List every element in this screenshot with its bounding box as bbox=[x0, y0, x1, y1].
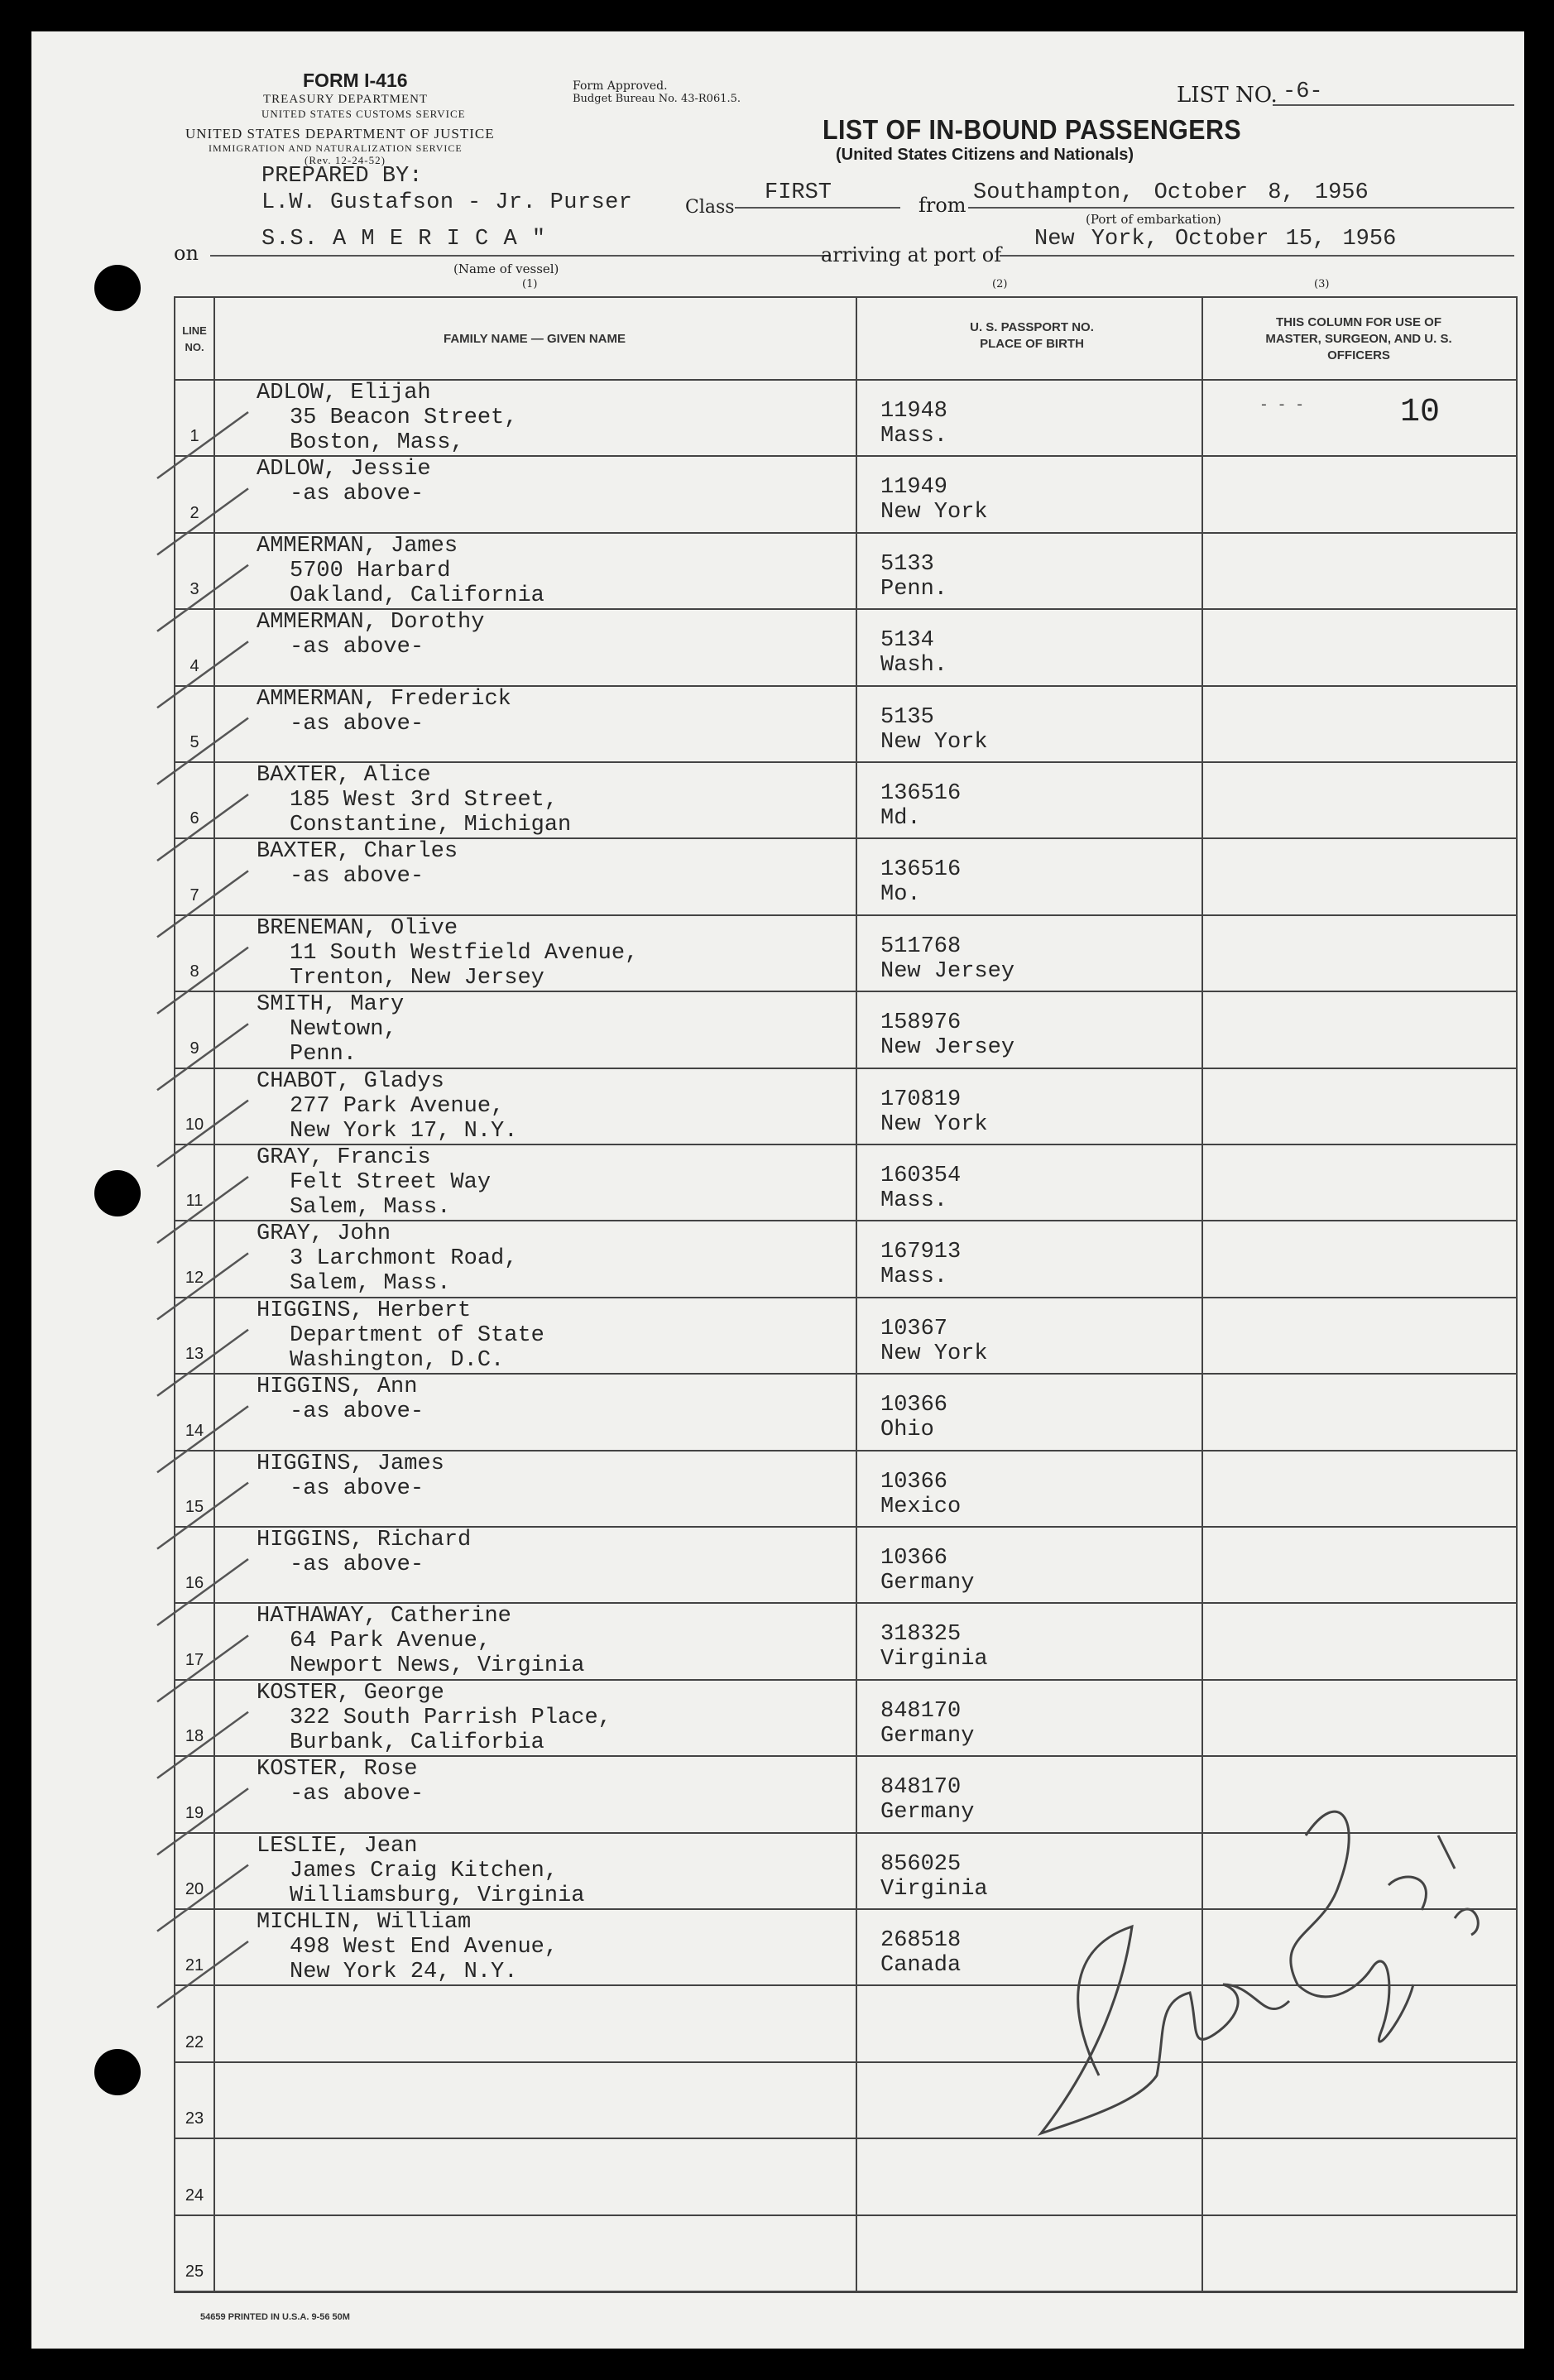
passenger-name: HIGGINS, James bbox=[257, 1451, 444, 1476]
passenger-address-line: -as above- bbox=[290, 635, 424, 660]
check-mark bbox=[157, 1101, 248, 1167]
check-mark bbox=[157, 1865, 248, 1931]
passport-number: 11949 bbox=[880, 475, 948, 501]
passenger-name: AMMERMAN, James bbox=[257, 533, 458, 559]
line-number: 12 bbox=[185, 1268, 204, 1287]
line-number: 17 bbox=[185, 1650, 204, 1669]
passenger-address-line: -as above- bbox=[290, 864, 424, 890]
line-number: 8 bbox=[189, 962, 199, 981]
form-number: FORM I-416 bbox=[303, 70, 408, 91]
passport-number: 856025 bbox=[880, 1851, 962, 1877]
passenger-address-line: New York 24, N.Y. bbox=[290, 1960, 518, 1984]
passenger-name: GRAY, Francis bbox=[257, 1145, 431, 1170]
passport-cell bbox=[880, 781, 1162, 831]
line-number: 22 bbox=[185, 2032, 204, 2051]
check-mark bbox=[157, 1788, 248, 1855]
passport-cell bbox=[880, 1393, 1162, 1442]
check-mark bbox=[157, 1559, 248, 1625]
line-number: 24 bbox=[185, 2186, 204, 2205]
line-number: 20 bbox=[185, 1880, 204, 1898]
line-number: 5 bbox=[189, 733, 199, 751]
passport-number: 848170 bbox=[880, 1775, 962, 1801]
column-number-1: (1) bbox=[522, 278, 538, 290]
place-of-birth: Germany bbox=[880, 1800, 975, 1826]
passport-number: 170819 bbox=[880, 1087, 962, 1112]
check-mark bbox=[157, 488, 248, 554]
passport-number: 10366 bbox=[880, 1393, 948, 1418]
line-number: 7 bbox=[189, 885, 199, 904]
line-number: 16 bbox=[185, 1574, 204, 1593]
line-number: 18 bbox=[185, 1727, 204, 1746]
passenger-address-line: -as above- bbox=[290, 1399, 424, 1425]
passenger-name: KOSTER, Rose bbox=[257, 1757, 418, 1783]
passenger-address-line: Penn. bbox=[290, 1042, 357, 1068]
passport-number: 848170 bbox=[880, 1698, 962, 1724]
passport-number: 158976 bbox=[880, 1010, 962, 1036]
passport-number: 136516 bbox=[880, 857, 962, 883]
place-of-birth: New Jersey bbox=[880, 958, 1015, 984]
passenger-address-line: New York 17, N.Y. bbox=[290, 1118, 518, 1144]
passenger-address-line: Burbank, Califorbia bbox=[290, 1730, 544, 1755]
from-label: from bbox=[918, 194, 966, 217]
passport-number: 10366 bbox=[880, 1469, 948, 1495]
passenger-address-line: Felt Street Way bbox=[290, 1170, 492, 1195]
check-mark bbox=[157, 871, 248, 937]
on-label: on bbox=[174, 242, 199, 265]
arriving-label: arriving at port of bbox=[821, 243, 1002, 266]
header-officers: THIS COLUMN FOR USE OF MASTER, SURGEON, AND U. S. OFFICERS bbox=[1265, 315, 1452, 362]
place-of-birth: New York bbox=[880, 500, 988, 525]
line-number: 2 bbox=[189, 503, 199, 522]
place-of-birth: Mass. bbox=[880, 1188, 948, 1213]
passenger-address-line: -as above- bbox=[290, 1476, 424, 1501]
prepared-by-value: L.W. Gustafson - Jr. Purser bbox=[261, 190, 633, 215]
passenger-address-line: Trenton, New Jersey bbox=[290, 965, 544, 991]
passenger-address-line: Salem, Mass. bbox=[290, 1271, 451, 1297]
check-mark bbox=[157, 718, 248, 785]
check-mark bbox=[157, 412, 248, 478]
inspector-signature bbox=[1024, 1786, 1488, 2166]
place-of-birth: Wash. bbox=[880, 653, 948, 679]
passport-cell bbox=[880, 1164, 1162, 1213]
passenger-name: SMITH, Mary bbox=[257, 992, 405, 1018]
passport-cell bbox=[880, 1087, 1162, 1137]
passenger-name: BAXTER, Charles bbox=[257, 839, 458, 865]
place-of-birth: Penn. bbox=[880, 576, 948, 602]
passenger-address-line: 35 Beacon Street, bbox=[290, 405, 518, 430]
department-treasury: TREASURY DEPARTMENT bbox=[263, 93, 429, 106]
passenger-name: HIGGINS, Herbert bbox=[257, 1298, 472, 1323]
passenger-address-line: -as above- bbox=[290, 711, 424, 737]
print-note: 54659 PRINTED IN U.S.A. 9-56 50M bbox=[200, 2312, 350, 2322]
check-mark bbox=[157, 948, 248, 1014]
passport-cell bbox=[880, 1010, 1162, 1060]
passport-cell bbox=[880, 1699, 1162, 1749]
passport-cell bbox=[880, 857, 1162, 907]
passenger-address-line: -as above- bbox=[290, 482, 424, 507]
row-separator bbox=[175, 2291, 1516, 2292]
passenger-address-line: 64 Park Avenue, bbox=[290, 1629, 492, 1654]
vessel-value: S.S. A M E R I C A " bbox=[261, 227, 547, 252]
passenger-name: HIGGINS, Richard bbox=[257, 1528, 472, 1552]
passport-cell bbox=[880, 1240, 1162, 1289]
passenger-address-line: Boston, Mass, bbox=[290, 430, 464, 455]
place-of-birth: Mo. bbox=[880, 882, 921, 908]
place-of-birth: New Jersey bbox=[880, 1035, 1015, 1061]
passport-number: 10367 bbox=[880, 1316, 948, 1341]
officer-dash-mark: - - - bbox=[1259, 397, 1305, 414]
passenger-name: HIGGINS, Ann bbox=[257, 1375, 418, 1400]
passport-cell bbox=[880, 1470, 1162, 1519]
passenger-name: GRAY, John bbox=[257, 1221, 391, 1247]
passport-cell bbox=[880, 399, 1162, 449]
check-mark bbox=[157, 1941, 248, 2008]
passport-number: 5134 bbox=[880, 628, 934, 654]
passport-number: 160354 bbox=[880, 1164, 962, 1188]
header-name: FAMILY NAME — GIVEN NAME bbox=[443, 332, 626, 346]
line-number: 15 bbox=[185, 1498, 204, 1516]
officer-note: 10 bbox=[1400, 394, 1441, 431]
passenger-name: ADLOW, Elijah bbox=[257, 381, 431, 405]
passenger-address-line: Washington, D.C. bbox=[290, 1347, 505, 1373]
passenger-address-line: 322 South Parrish Place, bbox=[290, 1705, 612, 1730]
check-mark bbox=[157, 565, 248, 631]
line-number: 1 bbox=[189, 427, 199, 446]
check-marks bbox=[149, 396, 414, 2100]
passenger-address-line: Newport News, Virginia bbox=[290, 1653, 585, 1679]
line-number: 21 bbox=[185, 1956, 204, 1975]
line-number: 6 bbox=[189, 809, 199, 828]
place-of-birth: Germany bbox=[880, 1723, 975, 1749]
passenger-address-line: Williamsburg, Virginia bbox=[290, 1883, 585, 1908]
passenger-address-line: 3 Larchmont Road, bbox=[290, 1246, 518, 1272]
passport-number: 268518 bbox=[880, 1928, 962, 1953]
page-subtitle: (United States Citizens and Nationals) bbox=[836, 146, 1134, 164]
department-immigration: IMMIGRATION AND NATURALIZATION SERVICE bbox=[209, 142, 463, 154]
place-of-birth: Mass. bbox=[880, 424, 948, 449]
passport-cell bbox=[880, 475, 1162, 525]
passenger-address-line: Salem, Mass. bbox=[290, 1195, 451, 1220]
passport-number: 136516 bbox=[880, 781, 962, 806]
port-embarkation-caption: (Port of embarkation) bbox=[1086, 212, 1221, 227]
passenger-address-line: Newtown, bbox=[290, 1017, 397, 1043]
line-number: 3 bbox=[189, 580, 199, 599]
line-number: 9 bbox=[189, 1039, 199, 1058]
place-of-birth: Canada bbox=[880, 1953, 962, 1978]
check-mark bbox=[157, 1712, 248, 1778]
passenger-address-line: 185 West 3rd Street, bbox=[290, 788, 559, 813]
check-mark bbox=[157, 1253, 248, 1319]
place-of-birth: Ohio bbox=[880, 1418, 934, 1443]
punch-hole bbox=[94, 265, 141, 311]
place-of-birth: Virginia bbox=[880, 1876, 988, 1902]
passport-number: 511768 bbox=[880, 933, 962, 959]
passenger-name: KOSTER, George bbox=[257, 1680, 444, 1706]
passport-number: 167913 bbox=[880, 1240, 962, 1265]
passenger-list-document bbox=[31, 31, 1524, 2349]
vessel-caption: (Name of vessel) bbox=[453, 262, 559, 276]
passenger-name: AMMERMAN, Dorothy bbox=[257, 610, 485, 636]
passenger-name: HATHAWAY, Catherine bbox=[257, 1604, 511, 1629]
place-of-birth: Mexico bbox=[880, 1494, 962, 1519]
passport-number: 318325 bbox=[880, 1622, 962, 1648]
punch-hole bbox=[94, 2049, 141, 2095]
header-passport: U. S. PASSPORT NO. PLACE OF BIRTH bbox=[970, 320, 1094, 351]
passport-cell bbox=[880, 628, 1162, 678]
passenger-address-line: 5700 Harbard bbox=[290, 558, 451, 583]
header-line-no: LINE NO. bbox=[182, 324, 207, 353]
budget-bureau-number: Budget Bureau No. 43-R061.5. bbox=[573, 93, 741, 105]
passport-cell bbox=[880, 1317, 1162, 1366]
class-value: FIRST bbox=[765, 180, 832, 205]
department-customs: UNITED STATES CUSTOMS SERVICE bbox=[261, 108, 466, 120]
place-of-birth: Germany bbox=[880, 1571, 975, 1595]
place-of-birth: Mass. bbox=[880, 1264, 948, 1290]
passenger-address-line: 498 West End Avenue, bbox=[290, 1935, 559, 1960]
passport-number: 5135 bbox=[880, 704, 934, 730]
check-mark bbox=[157, 1330, 248, 1396]
column-number-3: (3) bbox=[1314, 278, 1330, 290]
passenger-address-line: James Craig Kitchen, bbox=[290, 1858, 559, 1883]
passenger-name: LESLIE, Jean bbox=[257, 1833, 418, 1859]
passenger-address-line: 11 South Westfield Avenue, bbox=[290, 940, 639, 966]
passenger-name: BAXTER, Alice bbox=[257, 763, 431, 788]
passenger-address-line: -as above- bbox=[290, 1782, 424, 1807]
passenger-name: BRENEMAN, Olive bbox=[257, 915, 458, 941]
passenger-name: CHABOT, Gladys bbox=[257, 1068, 444, 1094]
column-number-2: (2) bbox=[992, 278, 1008, 290]
passenger-address-line: Constantine, Michigan bbox=[290, 813, 572, 837]
passenger-name: AMMERMAN, Frederick bbox=[257, 686, 511, 712]
class-label: Class bbox=[685, 197, 735, 218]
punch-hole bbox=[94, 1170, 141, 1216]
passenger-address-line: Department of State bbox=[290, 1322, 544, 1348]
list-no-label: LIST NO. bbox=[1177, 83, 1278, 108]
page-title: LIST OF IN-BOUND PASSENGERS bbox=[823, 114, 1242, 145]
passport-number: 11948 bbox=[880, 399, 948, 424]
passport-number: 10366 bbox=[880, 1546, 948, 1571]
line-number: 13 bbox=[185, 1345, 204, 1364]
check-mark bbox=[157, 1483, 248, 1549]
line-number: 14 bbox=[185, 1421, 204, 1440]
check-mark bbox=[157, 1024, 248, 1090]
revision-date: (Rev. 12-24-52) bbox=[305, 154, 386, 166]
prepared-by-label: PREPARED BY: bbox=[261, 164, 423, 189]
check-mark bbox=[157, 1406, 248, 1472]
line-number: 4 bbox=[189, 656, 199, 675]
passport-cell bbox=[880, 934, 1162, 984]
passport-cell bbox=[880, 705, 1162, 755]
place-of-birth: Md. bbox=[880, 806, 921, 831]
line-number: 10 bbox=[185, 1116, 204, 1134]
line-number: 25 bbox=[185, 2262, 204, 2281]
line-number: 19 bbox=[185, 1803, 204, 1822]
passport-cell bbox=[880, 552, 1162, 602]
form-approved: Form Approved. bbox=[573, 79, 668, 93]
check-mark bbox=[157, 1177, 248, 1243]
place-of-birth: New York bbox=[880, 729, 988, 755]
place-of-birth: Virginia bbox=[880, 1647, 988, 1672]
department-justice: UNITED STATES DEPARTMENT OF JUSTICE bbox=[185, 126, 495, 142]
row-separator bbox=[175, 2214, 1516, 2216]
passenger-address-line: -as above- bbox=[290, 1552, 424, 1577]
check-mark bbox=[157, 641, 248, 708]
passport-cell bbox=[880, 1546, 1162, 1595]
place-of-birth: New York bbox=[880, 1341, 988, 1366]
list-no-value: -6- bbox=[1283, 79, 1323, 104]
line-number: 23 bbox=[185, 2109, 204, 2128]
passenger-name: MICHLIN, William bbox=[257, 1910, 472, 1935]
from-value: Southampton, October 8, 1956 bbox=[973, 180, 1369, 205]
place-of-birth: New York bbox=[880, 1111, 988, 1137]
passport-number: 5133 bbox=[880, 551, 934, 577]
passport-cell bbox=[880, 1622, 1162, 1672]
check-mark bbox=[157, 1635, 248, 1701]
check-mark bbox=[157, 794, 248, 861]
line-number: 11 bbox=[185, 1192, 204, 1211]
passenger-name: ADLOW, Jessie bbox=[257, 457, 431, 482]
passenger-address-line: Oakland, California bbox=[290, 583, 544, 608]
arriving-value: New York, October 15, 1956 bbox=[1034, 227, 1397, 252]
passenger-address-line: 277 Park Avenue, bbox=[290, 1093, 505, 1119]
